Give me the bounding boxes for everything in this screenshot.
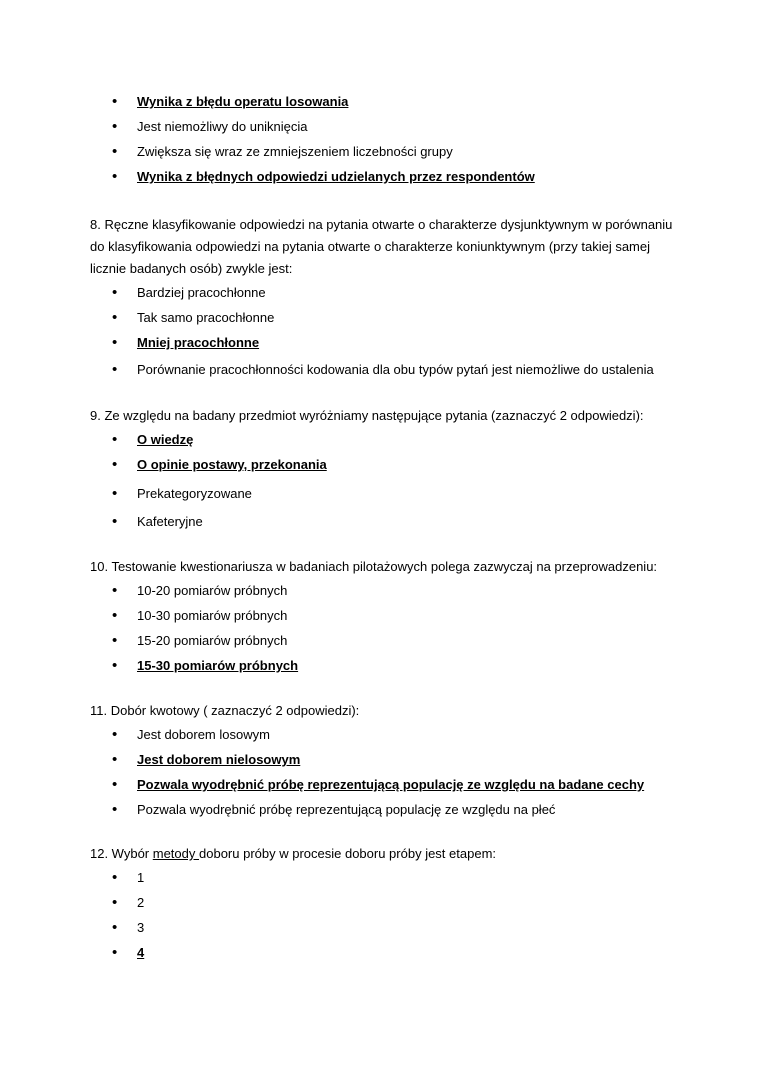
options-list bbox=[0, 578, 760, 678]
options-list bbox=[0, 280, 760, 385]
option-correct bbox=[0, 427, 760, 452]
option bbox=[0, 628, 760, 653]
option-text: 1 bbox=[137, 870, 145, 885]
bullet-icon: • bbox=[112, 309, 118, 326]
option-text: Zwiększa się wraz ze zmniejszeniem liczebności grupy bbox=[137, 144, 453, 159]
bullet-icon: • bbox=[112, 118, 118, 135]
question-text-start: 12. Wybór bbox=[90, 846, 153, 861]
option-correct bbox=[0, 89, 760, 114]
option bbox=[0, 355, 760, 385]
bullet-icon: • bbox=[112, 919, 118, 936]
bullet-icon: • bbox=[112, 93, 118, 110]
option bbox=[0, 305, 760, 330]
question-text bbox=[90, 843, 675, 865]
option-text: O opinie postawy, przekonania bbox=[137, 457, 327, 472]
option-text: Jest doborem losowym bbox=[137, 727, 270, 742]
bullet-icon: • bbox=[112, 284, 118, 301]
bullet-icon: • bbox=[112, 361, 118, 378]
option-text: Jest doborem nielosowym bbox=[137, 752, 301, 767]
question-text: 9. Ze względu na badany przedmiot wyróżniamy następujące pytania (zaznaczyć 2 odpowiedzi): bbox=[90, 408, 644, 423]
option bbox=[0, 722, 760, 747]
option bbox=[0, 480, 760, 508]
options-list bbox=[0, 722, 760, 822]
question-text: 8. Ręczne klasyfikowanie odpowiedzi na pytania otwarte o charakterze dysjunktywnym w porównaniu do klasyfikowania odpowiedzi na pytania otwarte o charakterze koniunktywnym (przy takiej samej licznie badanych osób) zwykle jest: bbox=[90, 217, 673, 276]
option-text: 2 bbox=[137, 895, 145, 910]
bullet-icon: • bbox=[112, 801, 118, 818]
question-text-end: doboru próby w procesie doboru próby jest etapem: bbox=[199, 846, 497, 861]
bullet-icon: • bbox=[112, 456, 118, 473]
option-text: Porównanie pracochłonności kodowania dla obu typów pytań jest niemożliwe do ustalenia bbox=[137, 362, 654, 377]
option-text: Wynika z błędu operatu losowania bbox=[137, 94, 349, 109]
option-text: Pozwala wyodrębnić próbę reprezentującą populację ze względu na badane cechy bbox=[137, 777, 645, 792]
option-text: Pozwala wyodrębnić próbę reprezentującą populację ze względu na płeć bbox=[137, 802, 556, 817]
options-list bbox=[0, 865, 760, 965]
question-text-underlined: metody bbox=[152, 846, 199, 861]
option-correct bbox=[0, 747, 760, 772]
option-text: 10-30 pomiarów próbnych bbox=[137, 608, 288, 623]
bullet-icon: • bbox=[112, 726, 118, 743]
bullet-icon: • bbox=[112, 485, 118, 502]
option-text: 15-30 pomiarów próbnych bbox=[137, 658, 299, 673]
option-text: Jest niemożliwy do uniknięcia bbox=[137, 119, 308, 134]
bullet-icon: • bbox=[112, 334, 118, 351]
option-text: Kafeteryjne bbox=[137, 514, 203, 529]
option bbox=[0, 603, 760, 628]
option-text: 4 bbox=[137, 945, 145, 960]
option-text: 3 bbox=[137, 920, 145, 935]
option-text: Wynika z błędnych odpowiedzi udzielanych przez respondentów bbox=[137, 169, 535, 184]
option-text: 15-20 pomiarów próbnych bbox=[137, 633, 288, 648]
option bbox=[0, 578, 760, 603]
question-8-block bbox=[0, 214, 760, 385]
option-correct bbox=[0, 653, 760, 678]
option bbox=[0, 139, 760, 164]
question-7-options-block bbox=[0, 89, 760, 189]
option-text: Bardziej pracochłonne bbox=[137, 285, 266, 300]
option bbox=[0, 865, 760, 890]
option bbox=[0, 280, 760, 305]
bullet-icon: • bbox=[112, 168, 118, 185]
question-11-block bbox=[0, 700, 760, 822]
options-list bbox=[0, 89, 760, 189]
option bbox=[0, 915, 760, 940]
bullet-icon: • bbox=[112, 869, 118, 886]
question-10-block bbox=[0, 556, 760, 678]
bullet-icon: • bbox=[112, 894, 118, 911]
option bbox=[0, 508, 760, 533]
bullet-icon: • bbox=[112, 582, 118, 599]
bullet-icon: • bbox=[112, 776, 118, 793]
option-correct bbox=[0, 940, 760, 965]
option-text: O wiedzę bbox=[137, 432, 194, 447]
option-text: Mniej pracochłonne bbox=[137, 335, 260, 350]
option-text: Prekategoryzowane bbox=[137, 486, 252, 501]
question-text: 11. Dobór kwotowy ( zaznaczyć 2 odpowiedzi): bbox=[90, 703, 360, 718]
question-text: 10. Testowanie kwestionariusza w badaniach pilotażowych polega zazwyczaj na przeprowadzeniu: bbox=[90, 559, 658, 574]
bullet-icon: • bbox=[112, 513, 118, 530]
bullet-icon: • bbox=[112, 632, 118, 649]
option-text: 10-20 pomiarów próbnych bbox=[137, 583, 288, 598]
bullet-icon: • bbox=[112, 751, 118, 768]
option bbox=[0, 797, 760, 822]
option-correct bbox=[0, 452, 760, 480]
options-list bbox=[0, 427, 760, 533]
question-12-block bbox=[0, 843, 760, 965]
option-correct bbox=[0, 164, 760, 189]
option-correct bbox=[0, 772, 760, 797]
bullet-icon: • bbox=[112, 657, 118, 674]
question-9-block bbox=[0, 405, 760, 533]
bullet-icon: • bbox=[112, 143, 118, 160]
option bbox=[0, 890, 760, 915]
option bbox=[0, 114, 760, 139]
option-correct bbox=[0, 330, 760, 355]
bullet-icon: • bbox=[112, 607, 118, 624]
bullet-icon: • bbox=[112, 944, 118, 961]
option-text: Tak samo pracochłonne bbox=[137, 310, 275, 325]
bullet-icon: • bbox=[112, 431, 118, 448]
